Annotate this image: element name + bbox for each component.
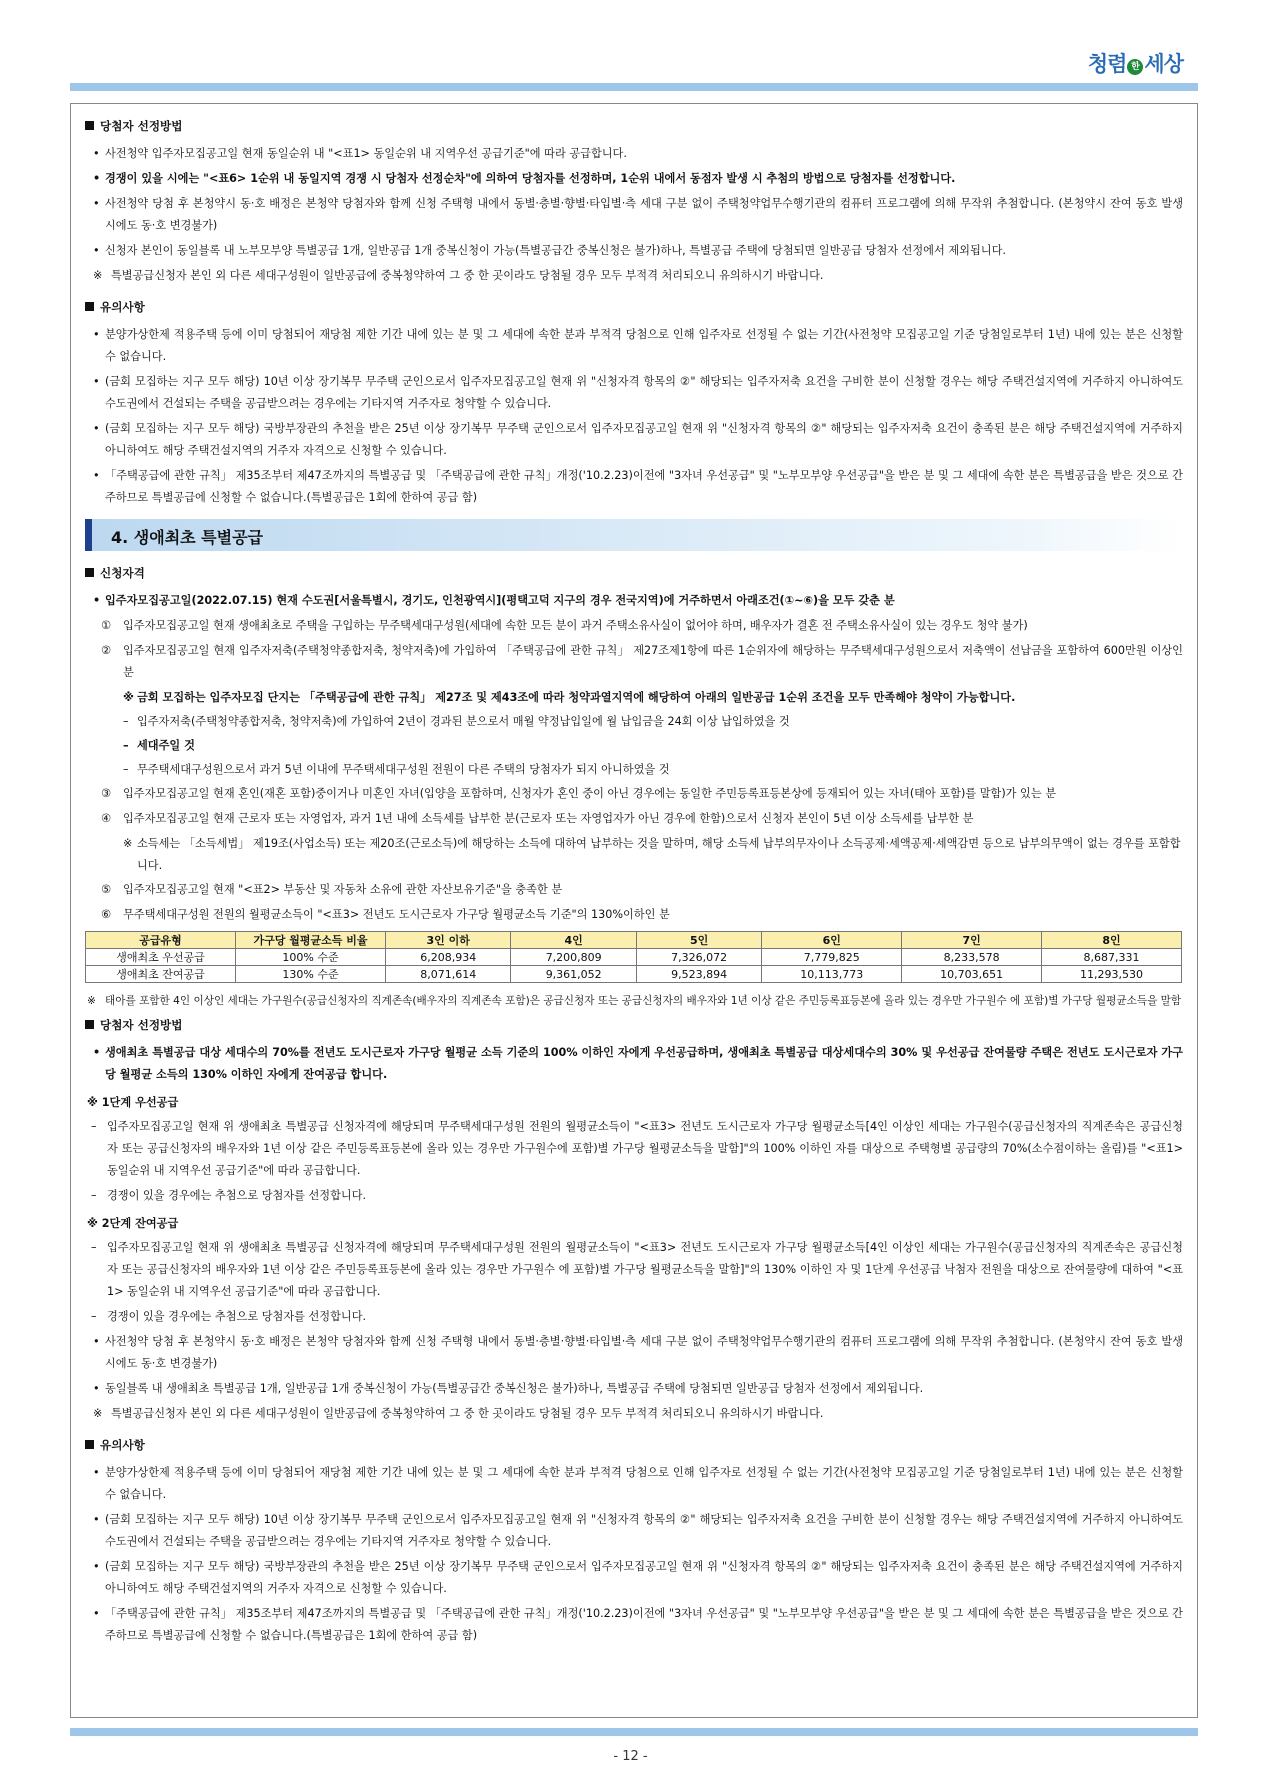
table-cell: 8,071,614	[386, 966, 511, 983]
bullet: • 경쟁이 있을 시에는 "<표6> 1순위 내 동일지역 경쟁 시 당첨자 선정순차"에 의하여 당첨자를 선정하며, 1순위 내에서 동점자 발생 시 추첨의 방법으로 당첨자를 선정합니다.	[85, 168, 1183, 190]
table-cell: 9,361,052	[511, 966, 636, 983]
bullet: • 「주택공급에 관한 규칙」 제35조부터 제47조까지의 특별공급 및 「주택공급에 관한 규칙」개정('10.2.23)이전에 "3자녀 우선공급" 및 "노부모부양 우선공급"을 받은 분 및 그 세대에 속한 분은 특별공급을 받은 것으로 간주하므로 특별공급에 신청할 수 없습니다.(특별공급은 1회에 한하여 공급 함)	[85, 465, 1183, 509]
table-header-cell: 3인 이하	[386, 932, 511, 949]
condition-item: ① 입주자모집공고일 현재 생애최초로 주택을 구입하는 무주택세대구성원(세대에 속한 모든 분이 과거 주택소유사실이 없어야 하며, 배우자가 결혼 전 주택소유사실이 있는 경우도 청약 불가)	[101, 619, 1028, 632]
table-cell: 9,523,894	[636, 966, 761, 983]
condition-note: ※ 소득세는 「소득세법」 제19조(사업소득) 또는 제20조(근로소득)에 해당하는 소득에 대하여 납부하는 것을 말하며, 해당 소득세 납부의무자이나 소득공제·세액공제·세액감면 등으로 납부의무액이 없는 경우를 포함합니다.	[123, 837, 1181, 872]
table-cell: 100% 수준	[236, 949, 386, 966]
logo-mark-icon: 한	[1127, 59, 1143, 75]
condition-item: ⑥ 무주택세대구성원 전원의 월평균소득이 "<표3> 전년도 도시근로자 가구당 월평균소득 기준"의 130%이하인 분	[101, 908, 670, 921]
bullet: • 생애최초 특별공급 대상 세대수의 70%를 전년도 도시근로자 가구당 월평균 소득 기준의 100% 이하인 자에게 우선공급하며, 생애최초 특별공급 대상세대수의 30% 및 우선공급 잔여물량 주택은 전년도 도시근로자 가구당 월평균 소득의 130% 이하인 자에게 잔여공급 합니다.	[85, 1042, 1183, 1086]
bullet: • (금회 모집하는 지구 모두 해당) 10년 이상 장기복무 무주택 군인으로서 입주자모집공고일 현재 위 "신청자격 항목의 ②" 해당되는 입주자저축 요건을 구비한 분이 신청할 경우는 해당 주택건설지역에 거주하지 아니하여도 수도권에서 건설되는 주택을 공급받으려는 경우에는 기타지역 거주자로 청약할 수 있습니다.	[85, 1509, 1183, 1553]
section-title: 4. 생애최초 특별공급	[111, 528, 263, 547]
stage-heading: ※ 1단계 우선공급	[87, 1096, 179, 1109]
table-header-cell: 공급유형	[86, 932, 236, 949]
note: ※ 특별공급신청자 본인 외 다른 세대구성원이 일반공급에 중복청약하여 그 중 한 곳이라도 당첨될 경우 모두 부적격 처리되오니 유의하시기 바랍니다.	[85, 1403, 1183, 1425]
condition-subitem: – 세대주일 것	[123, 739, 195, 752]
bullet: • 동일블록 내 생애최초 특별공급 1개, 일반공급 1개 중복신청이 가능(특별공급간 중복신청은 불가)하나, 특별공급 주택에 당첨되면 일반공급 당첨자 선정에서 제외됩니다.	[85, 1378, 1183, 1400]
condition-item: ⑤ 입주자모집공고일 현재 "<표2> 부동산 및 자동차 소유에 관한 자산보유기준"을 충족한 분	[101, 883, 563, 896]
condition-subitem: – 무주택세대구성원으로서 과거 5년 이내에 무주택세대구성원 전원이 다른 주택의 당첨자가 되지 아니하였을 것	[123, 763, 670, 776]
content-frame	[70, 103, 1198, 1718]
square-bullet-icon	[85, 568, 94, 577]
condition-item: ② 입주자모집공고일 현재 입주자저축(주택청약종합저축, 청약저축)에 가입하여 「주택공급에 관한 규칙」 제27조제1항에 따른 1순위자에 해당하는 무주택세대구성원으로서 저축액이 선납금을 포함하여 600만원 이상인 분	[101, 644, 1183, 679]
table-cell: 8,687,331	[1042, 949, 1182, 966]
square-bullet-icon	[85, 121, 94, 130]
table-cell: 7,326,072	[636, 949, 761, 966]
square-bullet-icon	[85, 1020, 94, 1029]
bullet: • 사전청약 당첨 후 본청약시 동·호 배정은 본청약 당첨자와 함께 신청 주택형 내에서 동별·층별·향별·타입별·측 세대 구분 없이 주택청약업무수행기관의 컴퓨터 프로그램에 의해 무작위 추첨합니다. (본청약시 잔여 동호 발생 시에도 동·호 변경불가)	[85, 193, 1183, 237]
dash-item: – 경쟁이 있을 경우에는 추첨으로 당첨자를 선정합니다.	[85, 1185, 1183, 1207]
table-header-row	[86, 932, 1182, 949]
income-table	[85, 931, 1182, 983]
bottom-divider	[70, 1728, 1198, 1736]
table-cell: 10,113,773	[762, 966, 902, 983]
heading-eligibility: 신청자격	[85, 565, 1183, 581]
heading-precautions: 유의사항	[85, 1437, 1183, 1453]
bullet: • 사전청약 입주자모집공고일 현재 동일순위 내 "<표1> 동일순위 내 지역우선 공급기준"에 따라 공급합니다.	[85, 143, 1183, 165]
dash-item: – 경쟁이 있을 경우에는 추첨으로 당첨자를 선정합니다.	[85, 1306, 1183, 1328]
table-cell: 8,233,578	[902, 949, 1042, 966]
bullet: • (금회 모집하는 지구 모두 해당) 10년 이상 장기복무 무주택 군인으로서 입주자모집공고일 현재 위 "신청자격 항목의 ②" 해당되는 입주자저축 요건을 구비한 분이 신청할 경우는 해당 주택건설지역에 거주하지 아니하여도 수도권에서 건설되는 주택을 공급받으려는 경우에는 기타지역 거주자로 청약할 수 있습니다.	[85, 371, 1183, 415]
table-header-cell: 6인	[762, 932, 902, 949]
condition-subitem: – 입주자저축(주택청약종합저축, 청약저축)에 가입하여 2년이 경과된 분으로서 매월 약정납입일에 월 납입금을 24회 이상 납입하였을 것	[123, 715, 790, 728]
table-cell: 10,703,651	[902, 966, 1042, 983]
heading-winner-selection: 당첨자 선정방법	[85, 118, 1183, 134]
condition-note: ※ 금회 모집하는 입주자모집 단지는 「주택공급에 관한 규칙」 제27조 및 제43조에 따라 청약과열지역에 해당하여 아래의 일반공급 1순위 조건을 모두 만족해야 청약이 가능합니다.	[123, 691, 1016, 704]
section-title-bar	[85, 519, 1183, 551]
table-cell: 7,200,809	[511, 949, 636, 966]
stage-heading: ※ 2단계 잔여공급	[87, 1217, 179, 1230]
table-cell: 생애최초 우선공급	[86, 949, 236, 966]
dash-item: – 입주자모집공고일 현재 위 생애최초 특별공급 신청자격에 해당되며 무주택세대구성원 전원의 월평균소득이 "<표3> 전년도 도시근로자 가구당 월평균소득[4인 이상인 세대는 가구원수(공급신청자의 직계존속은 공급신청자 또는 공급신청자의 배우자와 1년 이상 같은 주민등록표등본에 올라 있는 경우만 가구원수에 포함)별 가구당 월평균소득을 말함]"의 100% 이하인 자를 대상으로 주택형별 공급량의 70%(소수점이하는 올림)를 "<표1> 동일순위 내 지역우선 공급기준"에 따라 공급합니다.	[85, 1116, 1183, 1182]
bullet: • 분양가상한제 적용주택 등에 이미 당첨되어 재당첨 제한 기간 내에 있는 분 및 그 세대에 속한 분과 부적격 당첨으로 인해 입주자로 선정될 수 없는 기간(사전청약 모집공고일 기준 당첨일로부터 1년) 내에 있는 분은 신청할 수 없습니다.	[85, 1462, 1183, 1506]
heading-precautions: 유의사항	[85, 299, 1183, 315]
bullet: • (금회 모집하는 지구 모두 해당) 국방부장관의 추천을 받은 25년 이상 장기복무 무주택 군인으로서 입주자모집공고일 현재 위 "신청자격 항목의 ②" 해당되는 입주자저축 요건이 충족된 분은 해당 주택건설지역에 거주하지 아니하여도 해당 주택건설지역의 거주자 자격으로 신청할 수 있습니다.	[85, 1556, 1183, 1600]
table-row	[86, 949, 1182, 966]
square-bullet-icon	[85, 1440, 94, 1449]
logo-text-b: 세상	[1144, 52, 1183, 76]
logo-text-a: 청렴	[1087, 52, 1127, 76]
table-cell: 130% 수준	[236, 966, 386, 983]
table-header-cell: 5인	[636, 932, 761, 949]
table-note: ※ 태아를 포함한 4인 이상인 세대는 가구원수(공급신청자의 직계존속(배우자의 직계존속 포함)은 공급신청자 또는 공급신청자의 배우자와 1년 이상 같은 주민등록표등본에 올라 있는 경우만 가구원수 에 포함)별 가구당 월평균소득을 말함	[85, 991, 1183, 1011]
bullet: • 사전청약 당첨 후 본청약시 동·호 배정은 본청약 당첨자와 함께 신청 주택형 내에서 동별·층별·향별·타입별·측 세대 구분 없이 주택청약업무수행기관의 컴퓨터 프로그램에 의해 무작위 추첨합니다. (본청약시 잔여 동호 발생 시에도 동·호 변경불가)	[85, 1331, 1183, 1375]
table-cell: 6,208,934	[386, 949, 511, 966]
bullet: • 분양가상한제 적용주택 등에 이미 당첨되어 재당첨 제한 기간 내에 있는 분 및 그 세대에 속한 분과 부적격 당첨으로 인해 입주자로 선정될 수 없는 기간(사전청약 모집공고일 기준 당첨일로부터 1년) 내에 있는 분은 신청할 수 없습니다.	[85, 324, 1183, 368]
table-cell: 7,779,825	[762, 949, 902, 966]
bullet: • 신청자 본인이 동일블록 내 노부모부양 특별공급 1개, 일반공급 1개 중복신청이 가능(특별공급간 중복신청은 불가)하나, 특별공급 주택에 당첨되면 일반공급 당첨자 선정에서 제외됩니다.	[85, 240, 1183, 262]
bullet: • 입주자모집공고일(2022.07.15) 현재 수도권[서울특별시, 경기도, 인천광역시](평택고덕 지구의 경우 전국지역)에 거주하면서 아래조건(①~⑥)을 모두 갖춘 분	[85, 590, 1183, 612]
heading-winner-selection: 당첨자 선정방법	[85, 1017, 1183, 1033]
table-cell: 생애최초 잔여공급	[86, 966, 236, 983]
square-bullet-icon	[85, 302, 94, 311]
condition-item: ③ 입주자모집공고일 현재 혼인(재혼 포함)중이거나 미혼인 자녀(입양을 포함하며, 신청자가 혼인 중이 아닌 경우에는 동일한 주민등록표등본상에 등재되어 있는 자녀(태아 포함)를 말함)가 있는 분	[101, 787, 1057, 800]
table-header-cell: 4인	[511, 932, 636, 949]
table-row	[86, 966, 1182, 983]
logo	[1088, 48, 1183, 78]
table-header-cell: 7인	[902, 932, 1042, 949]
bullet: • 「주택공급에 관한 규칙」 제35조부터 제47조까지의 특별공급 및 「주택공급에 관한 규칙」개정('10.2.23)이전에 "3자녀 우선공급" 및 "노부모부양 우선공급"을 받은 분 및 그 세대에 속한 분은 특별공급을 받은 것으로 간주하므로 특별공급에 신청할 수 없습니다.(특별공급은 1회에 한하여 공급 함)	[85, 1603, 1183, 1647]
page-number: - 12 -	[613, 1749, 648, 1764]
condition-item: ④ 입주자모집공고일 현재 근로자 또는 자영업자, 과거 1년 내에 소득세를 납부한 분(근로자 또는 자영업자가 아닌 경우에 한함)으로서 신청자 본인이 5년 이상 소득세를 납부한 분	[101, 812, 974, 825]
table-cell: 11,293,530	[1042, 966, 1182, 983]
table-header-cell: 8인	[1042, 932, 1182, 949]
bullet: • (금회 모집하는 지구 모두 해당) 국방부장관의 추천을 받은 25년 이상 장기복무 무주택 군인으로서 입주자모집공고일 현재 위 "신청자격 항목의 ②" 해당되는 입주자저축 요건이 충족된 분은 해당 주택건설지역에 거주하지 아니하여도 해당 주택건설지역의 거주자 자격으로 신청할 수 있습니다.	[85, 418, 1183, 462]
top-divider	[70, 83, 1198, 91]
table-header-cell: 가구당 월평균소득 비율	[236, 932, 386, 949]
dash-item: – 입주자모집공고일 현재 위 생애최초 특별공급 신청자격에 해당되며 무주택세대구성원 전원의 월평균소득이 "<표3> 전년도 도시근로자 가구당 월평균소득[4인 이상인 세대는 가구원수(공급신청자의 직계존속은 공급신청자 또는 공급신청자의 배우자와 1년 이상 같은 주민등록표등본에 올라 있는 경우만 가구원수 에 포함)별 가구당 월평균소득을 말함]"의 130% 이하인 자 및 1단계 우선공급 낙첨자 전원을 대상으로 잔여물량에 대하여 "<표1> 동일순위 내 지역우선 공급기준"에 따라 공급합니다.	[85, 1237, 1183, 1303]
note: ※ 특별공급신청자 본인 외 다른 세대구성원이 일반공급에 중복청약하여 그 중 한 곳이라도 당첨될 경우 모두 부적격 처리되오니 유의하시기 바랍니다.	[85, 265, 1183, 287]
